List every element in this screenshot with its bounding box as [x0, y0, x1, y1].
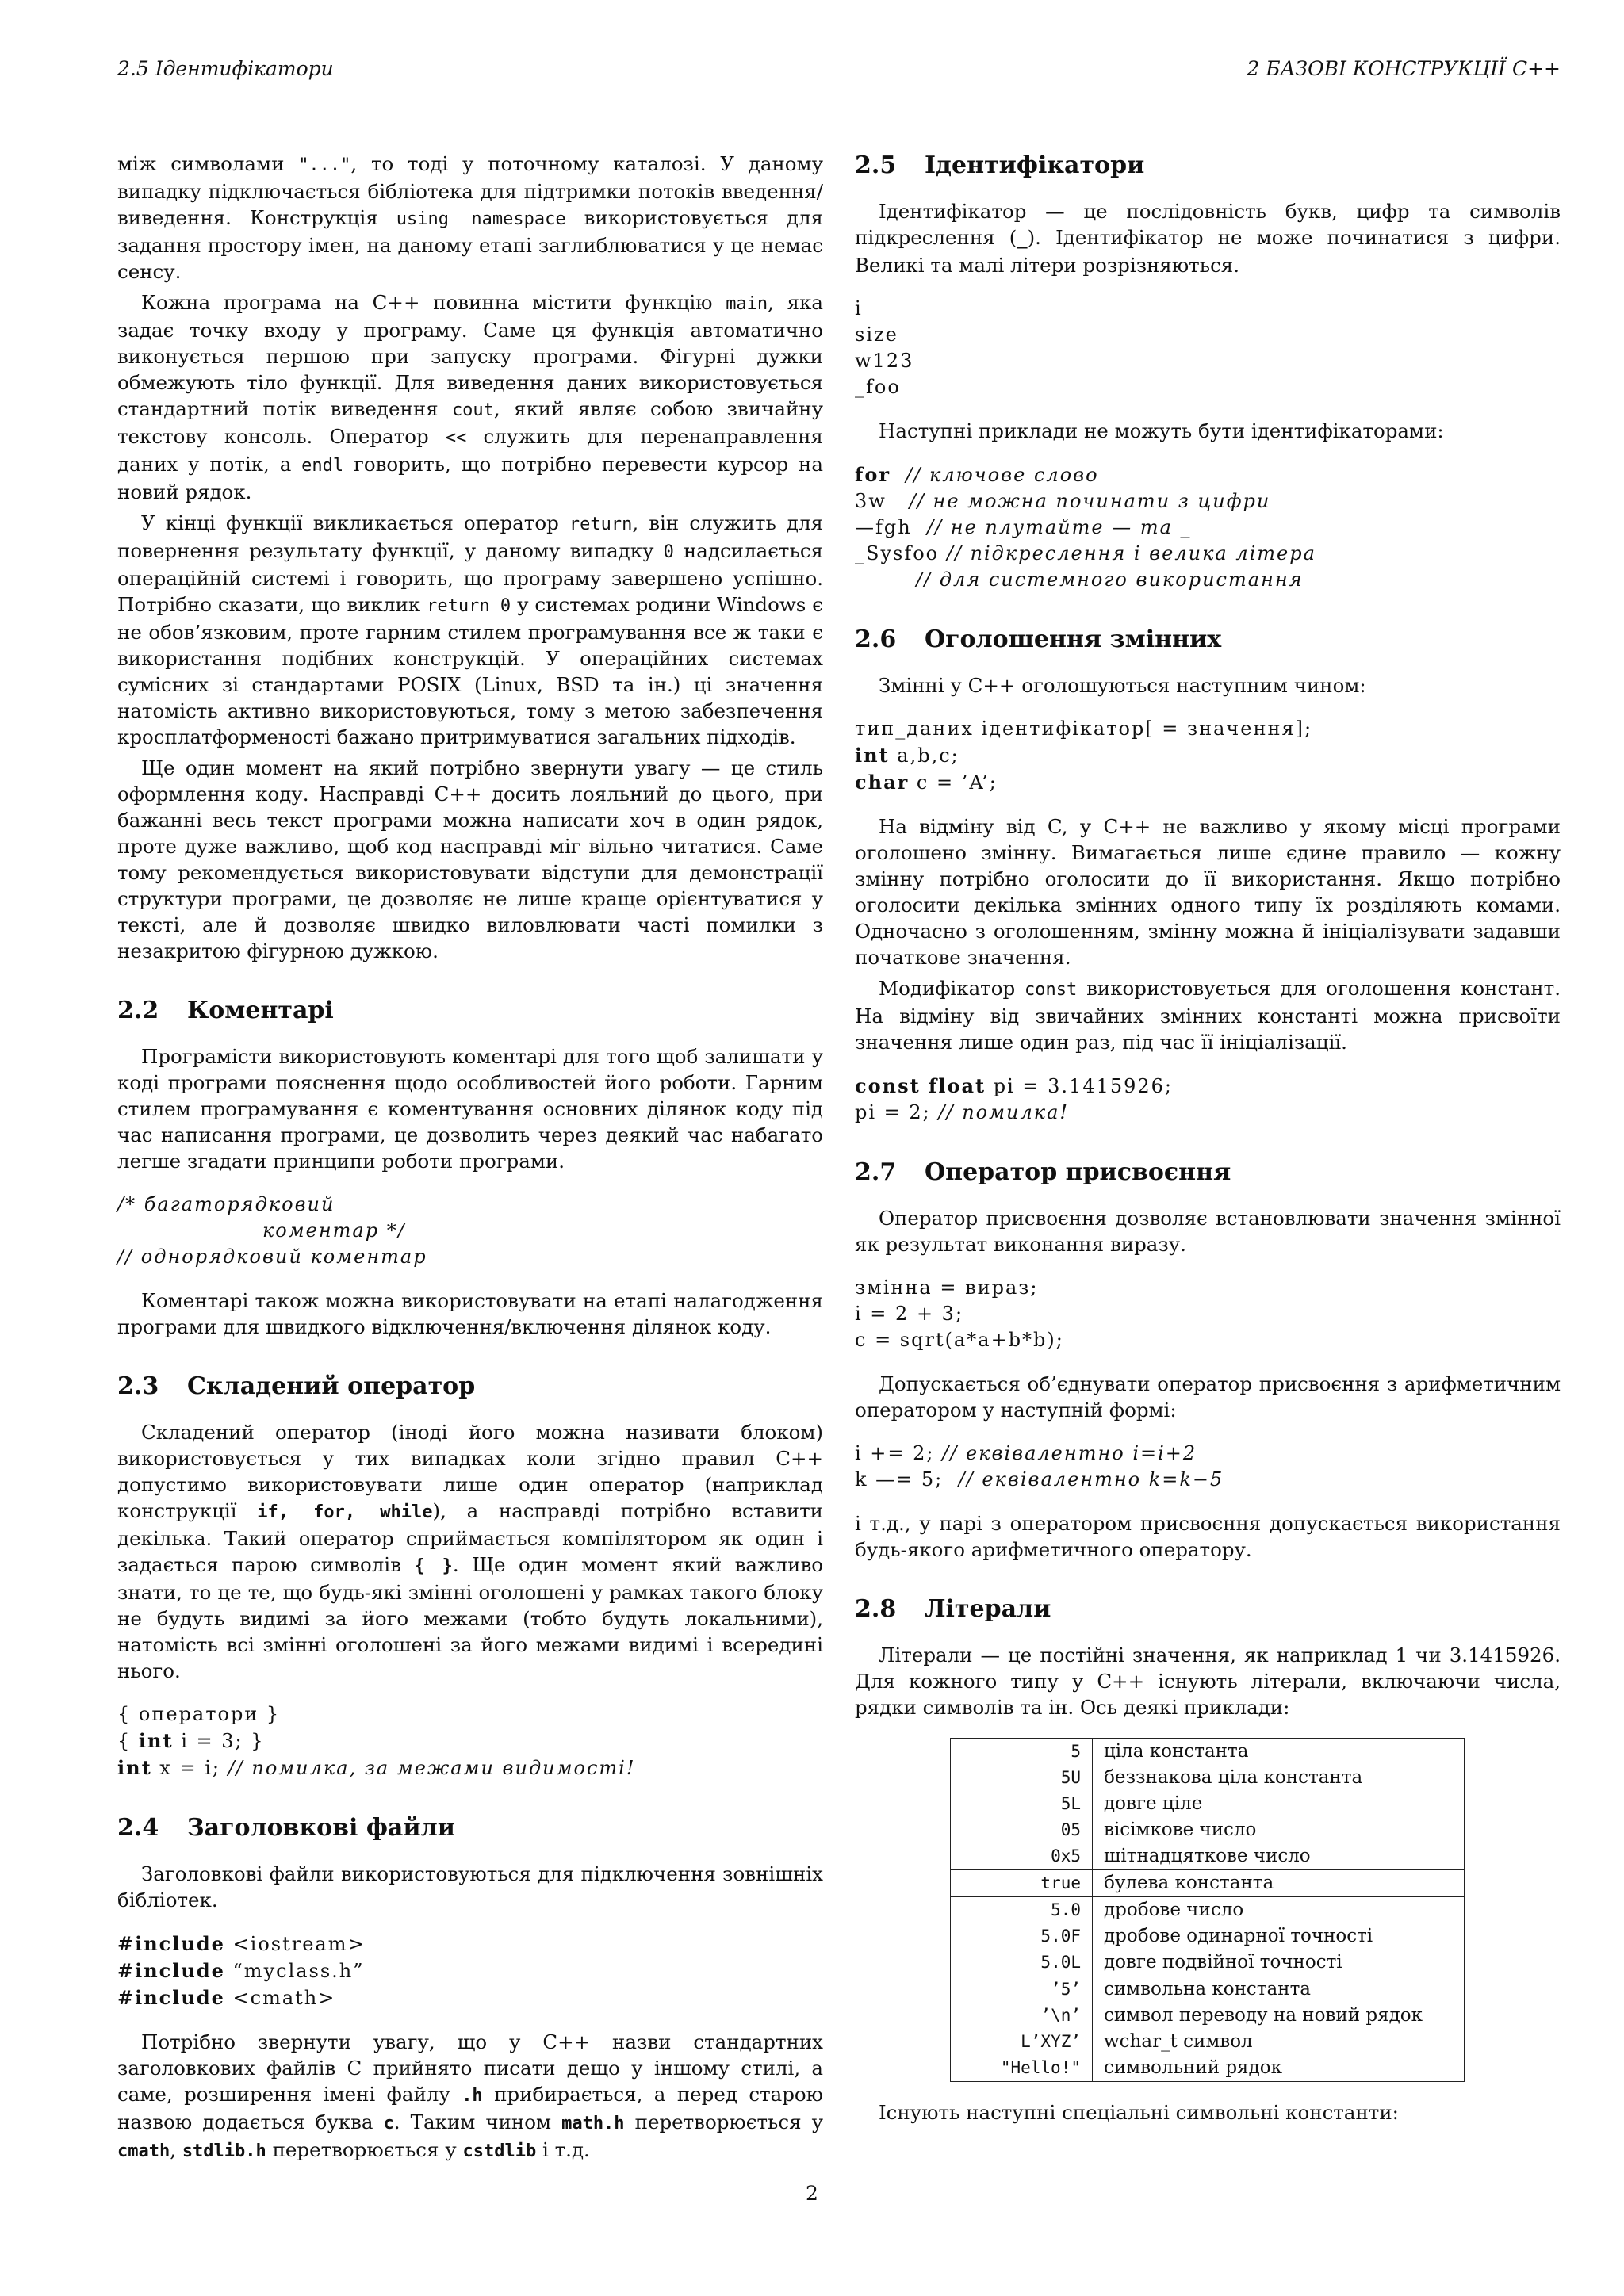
paragraph-variables: Змінні у C++ оголошуються наступним чином: — [879, 674, 1366, 697]
literal-description: довге подвійної точності — [1093, 1950, 1465, 1976]
table-row — [951, 1870, 1465, 1897]
paragraph-headers: Заголовкові файли використовуються для підключення зовнішніх бібліотек. — [117, 1862, 823, 1911]
paragraph-return: У кінці функції викликається оператор return, він служить для повернення результату функції, у даному випадку 0 надсилається операційній системі і говорить, що програму завершено успішно. Потрібно сказати, що виклик return 0 у системах родини Windows є не обов’язковим, проте гарним стилем програмування все ж таки є використання подібних конструкцій. У операційних системах сумісних зі стандартами POSIX (Linux, BSD та ін.) ці значення натомість активно використовуються, тому з метою забезпечення кросплатформеності бажано притримуватися загальних підходів. — [117, 511, 823, 748]
paragraph-const: Модифікатор const використовується для оголошення констант. На відміну від звичайних змінних константі можна присвоїти значення лише один раз, під час її ініціалізації. — [855, 977, 1561, 1054]
literal-description: беззнакова ціла константа — [1093, 1765, 1465, 1791]
table-row — [951, 2029, 1465, 2055]
header-section: 2.5 Ідентифікатори — [117, 57, 334, 80]
table-row — [951, 1765, 1465, 1791]
section-heading-comments: 2.2 Коментарі — [117, 997, 334, 1024]
paragraph-style: Ще один момент на який потрібно звернути увагу — це стиль оформлення коду. Насправді C++ досить лояльний до цього, при бажанні весь текст програми можна написати хоч в один рядок, проте дуже важливо, щоб код насправді міг вільно читатися. Саме тому рекомендується використовувати відступи для демонстрації структури програми, це дозволяє не лише краще орієнтуватися у тексті, але й дозволяє швидко виловлювати часті помилки з незакритою фігурною дужкою. — [117, 756, 823, 962]
literal-description: булева константа — [1093, 1870, 1465, 1897]
table-row — [951, 1843, 1465, 1870]
table-row — [951, 1791, 1465, 1817]
table-row — [951, 1897, 1465, 1924]
section-heading-headers: 2.4 Заголовкові файли — [117, 1814, 455, 1842]
literal-value: ’\n’ — [951, 2003, 1093, 2029]
literal-value: 5U — [951, 1765, 1093, 1791]
literal-value: "Hello!" — [951, 2055, 1093, 2082]
code-const: const float pi = 3.1415926; pi = 2; // помилка! — [855, 1074, 1174, 1123]
section-heading-compound: 2.3 Складений оператор — [117, 1372, 476, 1400]
literal-description: шітнадцяткове число — [1093, 1843, 1465, 1870]
paragraph-literals: Літерали — це постійні значення, як наприклад 1 чи 3.1415926. Для кожного типу у C++ існують літерали, включаючи числа, рядки символів та ін. Ось деякі приклади: — [855, 1644, 1561, 1719]
literal-value: 0x5 — [951, 1843, 1093, 1870]
code-assignment: змінна = вираз; i = 2 + 3; c = sqrt(a*a+b*b); — [855, 1276, 1064, 1351]
paragraph-comments-2: Коментарі також можна використовувати на етапі налагодження програми для швидкого відключення/включення ділянок коду. — [117, 1289, 823, 1338]
literal-value: 5.0F — [951, 1923, 1093, 1950]
running-header — [117, 57, 1561, 87]
literal-value: 5 — [951, 1739, 1093, 1766]
table-row — [951, 1976, 1465, 2003]
literals-table — [950, 1738, 1465, 2082]
paragraph-identifiers: Ідентифікатор — це послідовність букв, цифр та символів підкреслення (_). Ідентифікатор не може починатися з цифри. Великі та малі літери розрізняються. — [855, 200, 1561, 277]
literal-description: дробове одинарної точності — [1093, 1923, 1465, 1950]
paragraph-assignment: Оператор присвоєння дозволяє встановлювати значення змінної як результат виконання виразу. — [855, 1207, 1561, 1256]
section-heading-assignment: 2.7 Оператор присвоєння — [855, 1158, 1231, 1186]
literal-value: ’5’ — [951, 1976, 1093, 2003]
right-column — [855, 151, 1561, 2126]
paragraph-literals-2: Існують наступні спеціальні символьні константи: — [879, 2101, 1399, 2124]
literal-description: wchar_t символ — [1093, 2029, 1465, 2055]
literal-value: true — [951, 1870, 1093, 1897]
paragraph-compound: Складений оператор (іноді його можна називати блоком) використовується у тих випадках коли згідно правил C++ допустимо використовувати лише один оператор (наприклад конструкції if, for, while), а насправді потрібно вставити декілька. Такий оператор сприймається компілятором як один і задається парою символів { }. Ще один момент який важливо знати, то це те, що будь-які змінні оголошені у рамках такого блоку не будуть видимі за його межами (тобто будуть локальними), натомість всі змінні оголошені за його межами видимі і всередині нього. — [117, 1421, 824, 1682]
literal-description: дробове число — [1093, 1897, 1465, 1924]
literal-value: 5.0L — [951, 1950, 1093, 1976]
paragraph-identifiers-2: Наступні приклади не можуть бути ідентифікаторами: — [879, 419, 1444, 442]
table-row — [951, 2055, 1465, 2082]
table-row — [951, 2003, 1465, 2029]
literal-value: 5L — [951, 1791, 1093, 1817]
code-identifiers: i size w123 _foo — [855, 297, 914, 398]
section-heading-identifiers: 2.5 Ідентифікатори — [855, 151, 1145, 179]
literal-value: L’XYZ’ — [951, 2029, 1093, 2055]
literal-description: ціла константа — [1093, 1739, 1465, 1766]
literal-description: символьна константа — [1093, 1976, 1465, 2003]
paragraph-main: Кожна програма на C++ повинна містити функцію main, яка задає точку входу у програму. Саме ця функція автоматично виконується першою при запуску програми. Фігурні дужки обмежують тіло функції. Для виведення даних використовується стандартний потік виведення cout, який являє собою звичайну текстову консоль. Оператор << служить для перенаправлення даних у потік, а endl говорить, що потрібно перевести курсор на новий рядок. — [117, 291, 824, 503]
table-row — [951, 1739, 1465, 1766]
literal-description: символ переводу на новий рядок — [1093, 2003, 1465, 2029]
paragraph-intro: між символами "...", то тоді у поточному каталозі. У даному випадку підключається бібліотека для підтримки потоків введення/виведення. Конструкція using namespace використовується для задання простору імен, на даному етапі заглиблюватися у це немає сенсу. — [117, 152, 823, 283]
header-chapter: 2 БАЗОВІ КОНСТРУКЦІЇ C++ — [1247, 57, 1561, 80]
literal-description: довге ціле — [1093, 1791, 1465, 1817]
paragraph-headers-2: Потрібно звернути увагу, що у C++ назви стандартних заголовкових файлів C прийнято писати дещо у іншому стилі, а саме, розширення імені файлу .h прибирається, а перед старою назвою додається буква c. Таким чином math.h перетворюється у cmath, stdlib.h перетворюється у cstdlib і т.д. — [117, 2030, 824, 2161]
code-compound-assignment: i += 2; // еквівалентно i=i+2 k —= 5; // еквівалентно k=k−5 — [855, 1442, 1224, 1490]
code-comments: /* багаторядковий коментар */ // однорядковий коментар — [117, 1193, 427, 1268]
paragraph-variables-2: На відміну від C, у C++ не важливо у якому місці програми оголошено змінну. Вимагається лише єдине правило — кожну змінну потрібно оголосити до її використання. Якщо потрібно оголосити декілька змінних одного типу їх розділяють комами. Одночасно з оголошенням, змінну можна й ініціалізувати задавши початкове значення. — [855, 815, 1561, 969]
code-includes: #include <iostream> #include “myclass.h” #include <cmath> — [117, 1932, 366, 2009]
literal-value: 5.0 — [951, 1897, 1093, 1924]
paragraph-assignment-2: Допускається об’єднувати оператор присвоєння з арифметичним оператором у наступній формі: — [855, 1372, 1561, 1422]
code-variables: тип_даних ідентифікатор[ = значення]; int a,b,c; char c = ’A’; — [855, 718, 1313, 794]
literal-description: вісімкове число — [1093, 1817, 1465, 1843]
code-bad-identifiers: for // ключове слово 3w // не можна починати з цифри —fgh // не плутайте — та _ _Sysfoo // підкреслення і велика літера // для системного використання — [855, 463, 1316, 591]
paragraph-assignment-3: і т.д., у парі з оператором присвоєння допускається використання будь-якого арифметичного оператору. — [855, 1512, 1561, 1561]
code-compound: { оператори } { int i = 3; } int x = i; // помилка, за межами видимості! — [117, 1703, 636, 1779]
paragraph-comments: Програмісти використовують коментарі для того щоб залишати у коді програми пояснення щодо особливостей його роботи. Гарним стилем програмування є коментування основних ділянок коду під час написання програми, це дозволить через деякий час набагато легше згадати принципи роботи програми. — [117, 1045, 823, 1173]
section-heading-literals: 2.8 Літерали — [855, 1595, 1051, 1623]
left-column — [117, 151, 823, 2164]
table-row — [951, 1950, 1465, 1976]
literal-value: 05 — [951, 1817, 1093, 1843]
page-number: 2 — [806, 2182, 818, 2205]
literal-description: символьний рядок — [1093, 2055, 1465, 2082]
table-row — [951, 1817, 1465, 1843]
section-heading-variables: 2.6 Оголошення змінних — [855, 626, 1222, 653]
table-row — [951, 1923, 1465, 1950]
